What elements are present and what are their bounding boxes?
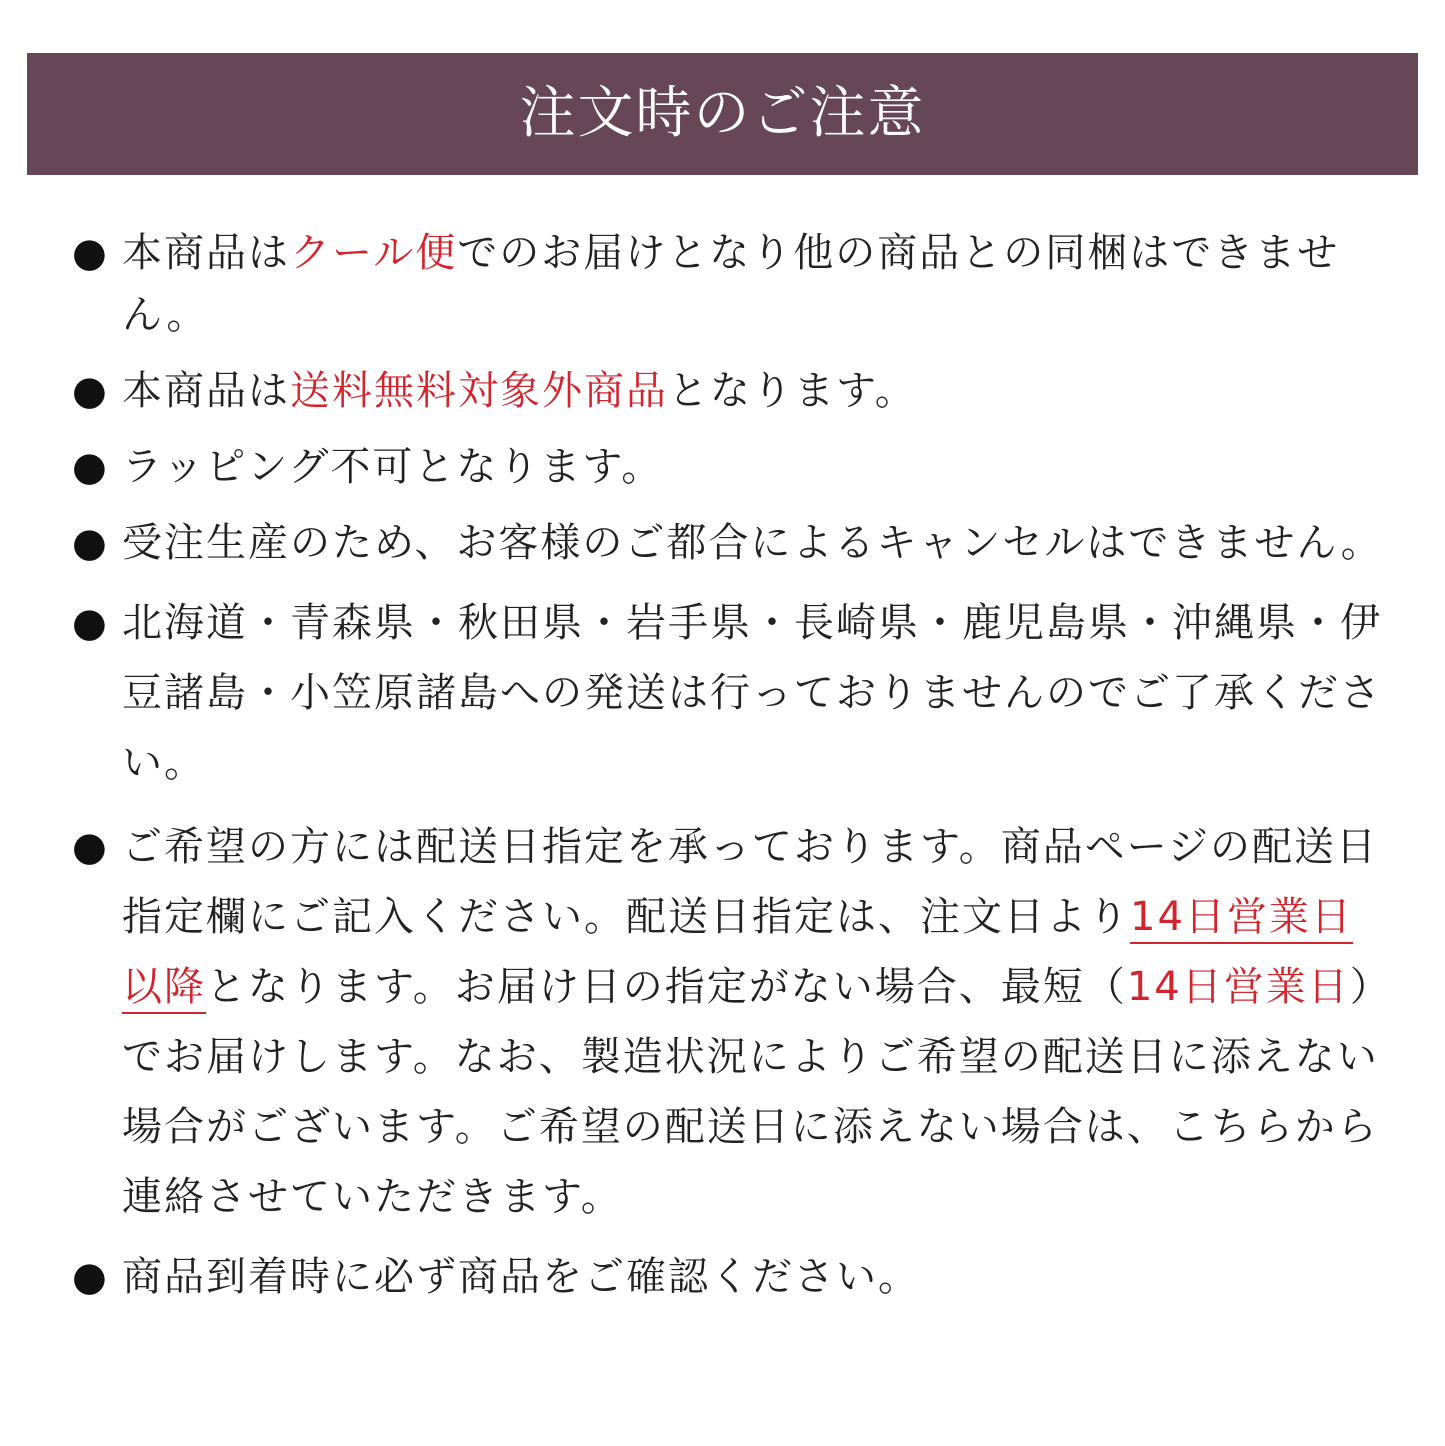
bullet-icon: ● <box>72 824 109 870</box>
notice-text: ）でお届けします。なお、製造状況によりご希望の配送日に添えない場合がございます。ご希望の配送日に添えない場合は、こちらから連絡させていただきます。 <box>122 964 1392 1220</box>
notice-item-delivery-date <box>72 812 1392 1232</box>
notice-text: となります。 <box>668 368 917 414</box>
bullet-icon: ● <box>72 1254 109 1300</box>
notice-item-cancellation <box>72 512 1392 574</box>
notice-text: でのお届けとなり他の商品との同梱はできません。 <box>122 230 1340 338</box>
bullet-icon: ● <box>72 368 109 414</box>
highlight-business-days-after: 14日営業日以降 <box>122 894 1353 1014</box>
bullet-icon: ● <box>72 230 109 276</box>
notice-text: ラッピング不可となります。 <box>122 444 664 490</box>
notice-item-shipping-areas <box>72 588 1392 798</box>
notice-text: 本商品は <box>122 368 290 414</box>
notice-list <box>72 222 1392 1322</box>
notice-text: 北海道・青森県・秋田県・岩手県・長崎県・鹿児島県・沖縄県・伊豆諸島・小笠原諸島への発送は行っておりませんのでご了承ください。 <box>122 600 1382 786</box>
notice-item-wrapping <box>72 436 1392 498</box>
notice-text: 本商品は <box>122 230 290 276</box>
page-title: 注文時のご注意 <box>519 81 926 146</box>
highlight-shipping-fee: 送料無料対象外商品 <box>290 368 668 414</box>
notice-text: ご希望の方には配送日指定を承っております。商品ページの配送日指定欄にご記入ください。配送日指定は、注文日より <box>122 824 1378 940</box>
notice-item-cool-delivery <box>72 222 1392 346</box>
highlight-cool-delivery: クール便 <box>290 230 458 276</box>
bullet-icon: ● <box>72 520 109 566</box>
notice-item-shipping-fee <box>72 360 1392 422</box>
notice-text: 商品到着時に必ず商品をご確認ください。 <box>122 1254 920 1300</box>
bullet-icon: ● <box>72 600 109 646</box>
notice-text: となります。お届け日の指定がない場合、最短（ <box>206 964 1127 1010</box>
notice-item-check-product <box>72 1246 1392 1308</box>
highlight-business-days: 14日営業日 <box>1126 964 1350 1010</box>
bullet-icon: ● <box>72 444 109 490</box>
header-banner <box>27 53 1418 175</box>
notice-text: 受注生産のため、お客様のご都合によるキャンセルはできません。 <box>122 520 1383 566</box>
